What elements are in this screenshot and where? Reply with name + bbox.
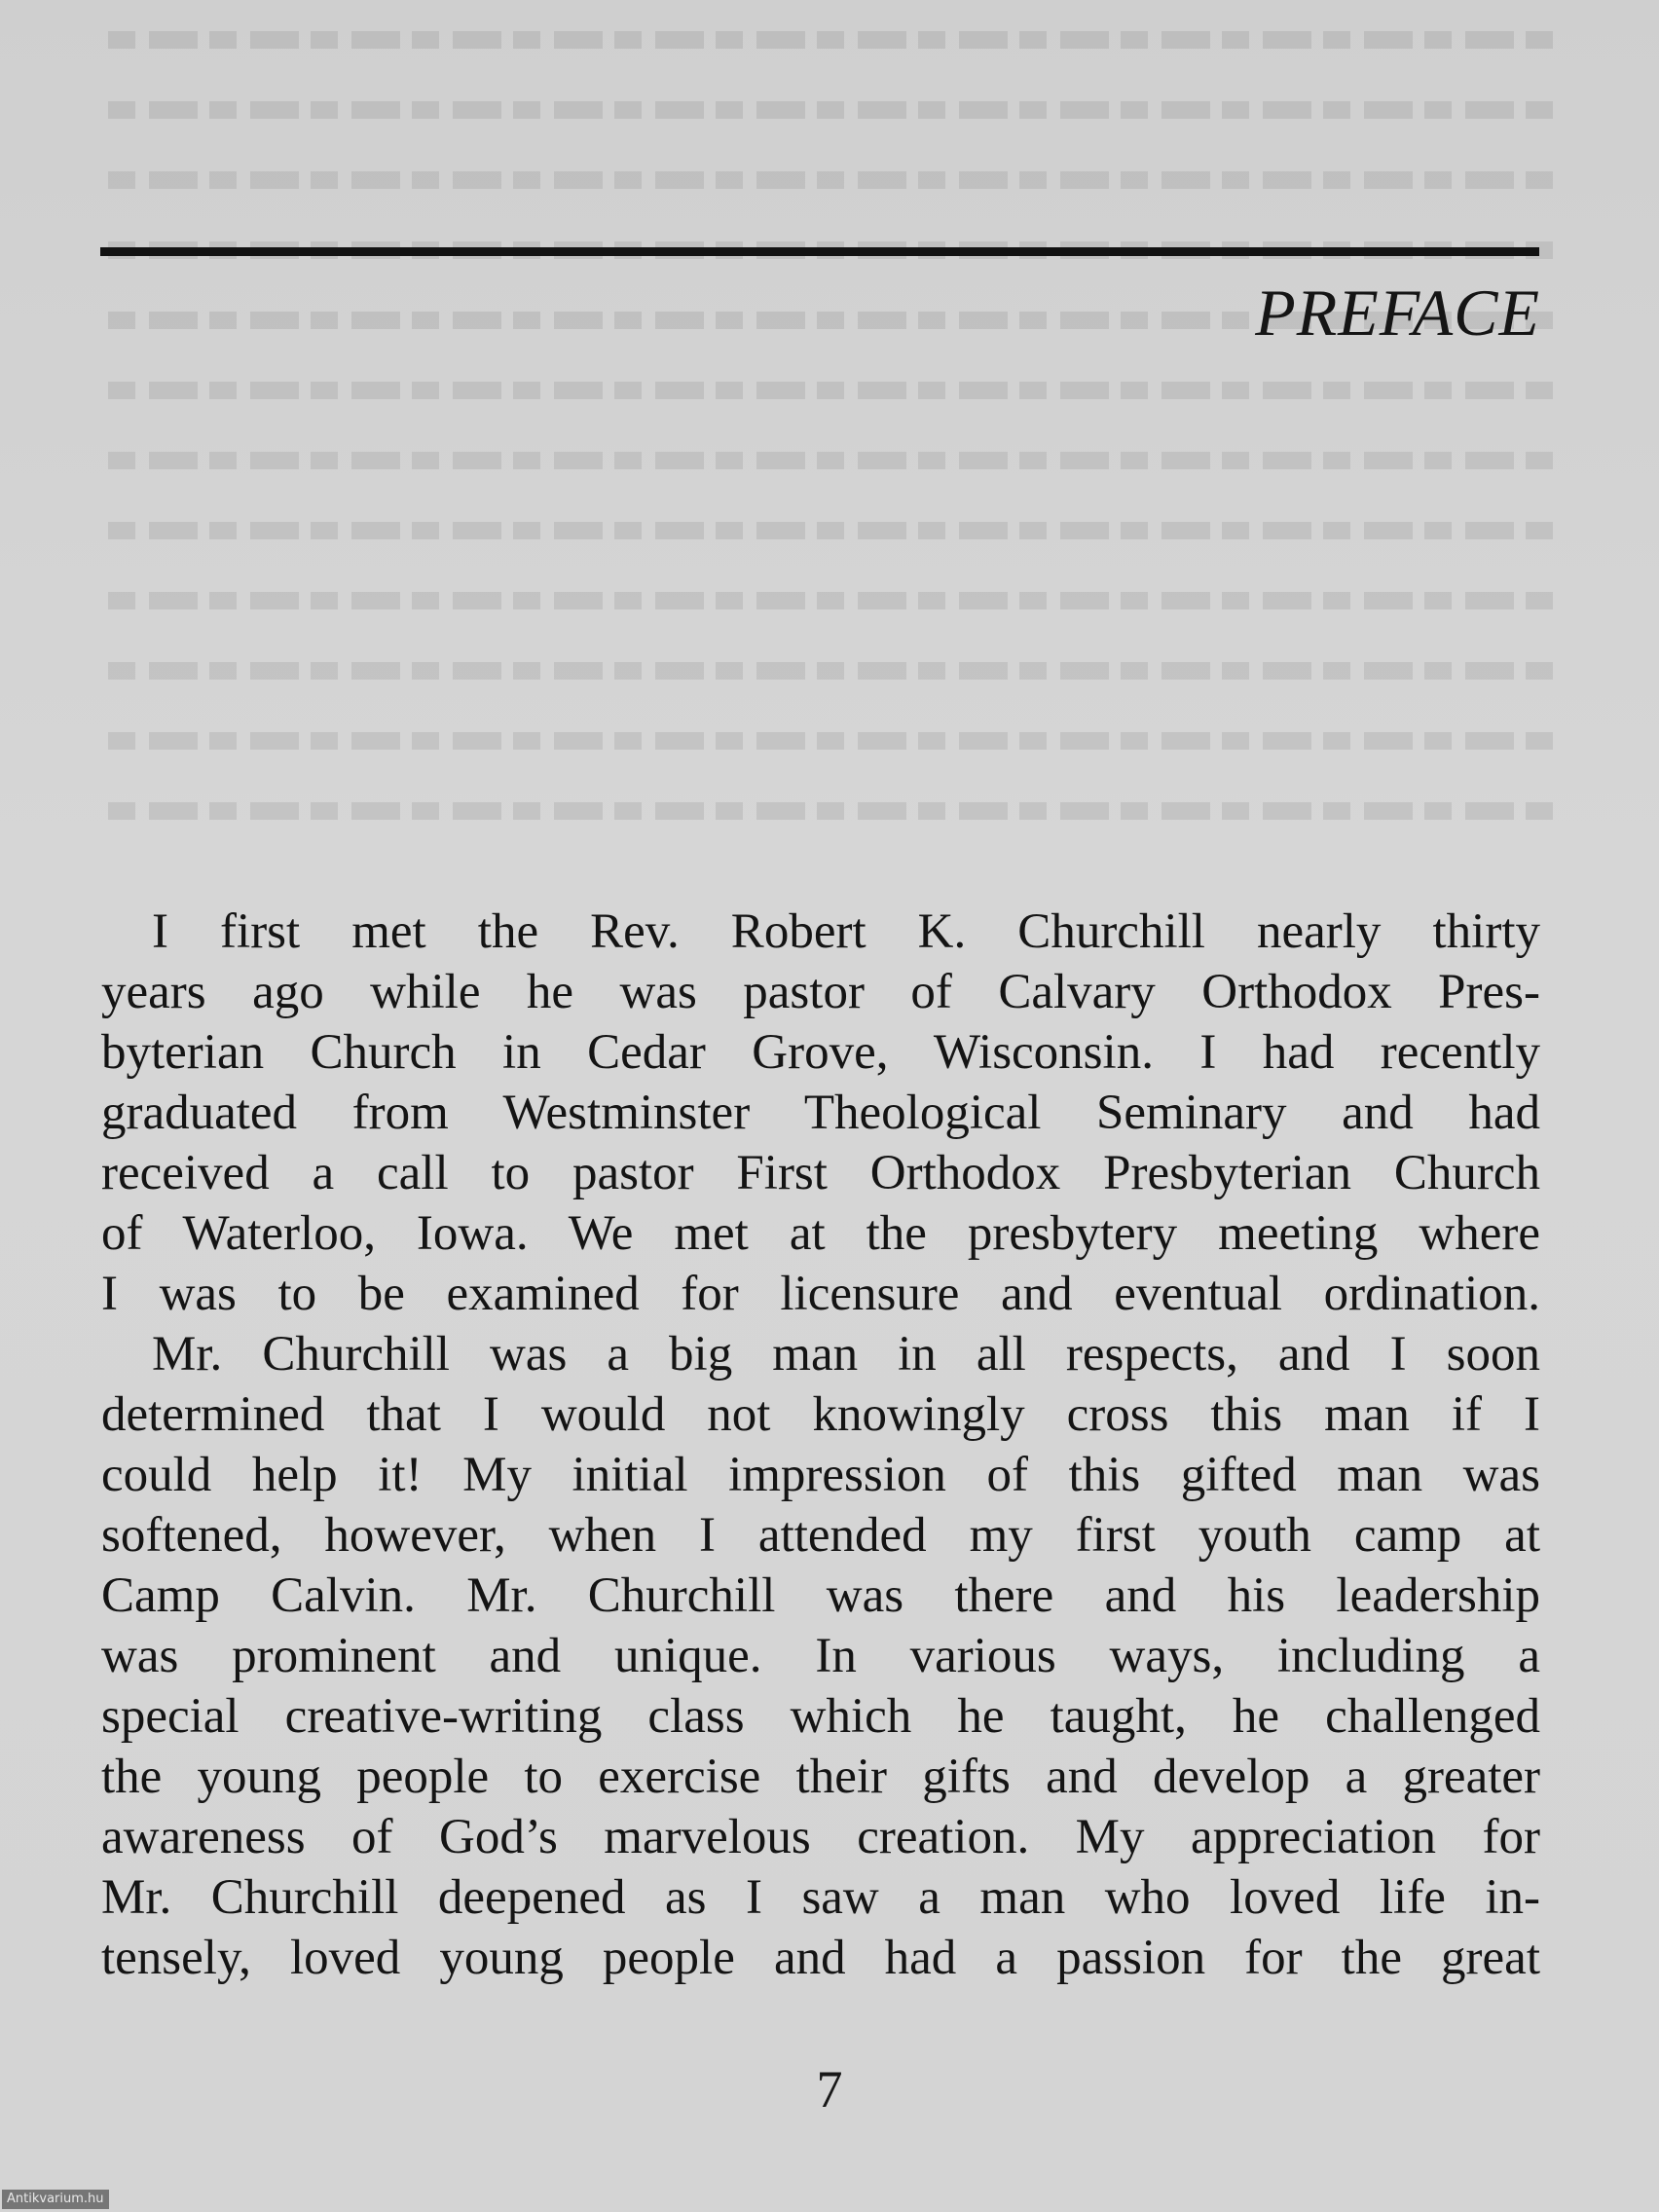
header-rule: [100, 247, 1539, 256]
paragraph-2: [101, 1324, 1540, 1988]
page-number: 7: [816, 2060, 843, 2119]
text-line: was prominent and unique. In various ways, including a: [101, 1629, 1540, 1683]
text-line: byterian Church in Cedar Grove, Wisconsin. I had recently: [101, 1025, 1540, 1080]
text-line: I first met the Rev. Robert K. Churchill nearly thirty: [152, 904, 1540, 959]
text-line: graduated from Westminster Theological Seminary and had: [101, 1086, 1540, 1140]
body-text: [101, 902, 1540, 1988]
text-line: could help it! My initial impression of this gifted man was: [101, 1448, 1540, 1502]
watermark: Antikvarium.hu: [2, 2190, 109, 2209]
text-line: special creative-writing class which he taught, he challenged: [101, 1689, 1540, 1744]
text-line: I was to be examined for licensure and eventual ordination.: [101, 1267, 1540, 1321]
paragraph-1: [101, 902, 1540, 1324]
text-line: years ago while he was pastor of Calvary Orthodox Pres-: [101, 965, 1540, 1019]
text-line: determined that I would not knowingly cross this man if I: [101, 1387, 1540, 1442]
text-line: softened, however, when I attended my first youth camp at: [101, 1508, 1540, 1563]
text-line: Camp Calvin. Mr. Churchill was there and his leadership: [101, 1568, 1540, 1623]
text-line: awareness of God’s marvelous creation. My appreciation for: [101, 1810, 1540, 1864]
chapter-heading: PREFACE: [1255, 276, 1540, 350]
text-line: the young people to exercise their gifts and develop a greater: [101, 1750, 1540, 1804]
text-line: Mr. Churchill was a big man in all respects, and I soon: [152, 1327, 1540, 1382]
show-through-text: [102, 0, 1553, 837]
text-line: of Waterloo, Iowa. We met at the presbytery meeting where: [101, 1206, 1540, 1261]
text-line: Mr. Churchill deepened as I saw a man who loved life in-: [101, 1870, 1540, 1925]
text-line: tensely, loved young people and had a passion for the great: [101, 1931, 1540, 1985]
text-line: received a call to pastor First Orthodox Presbyterian Church: [101, 1146, 1540, 1200]
